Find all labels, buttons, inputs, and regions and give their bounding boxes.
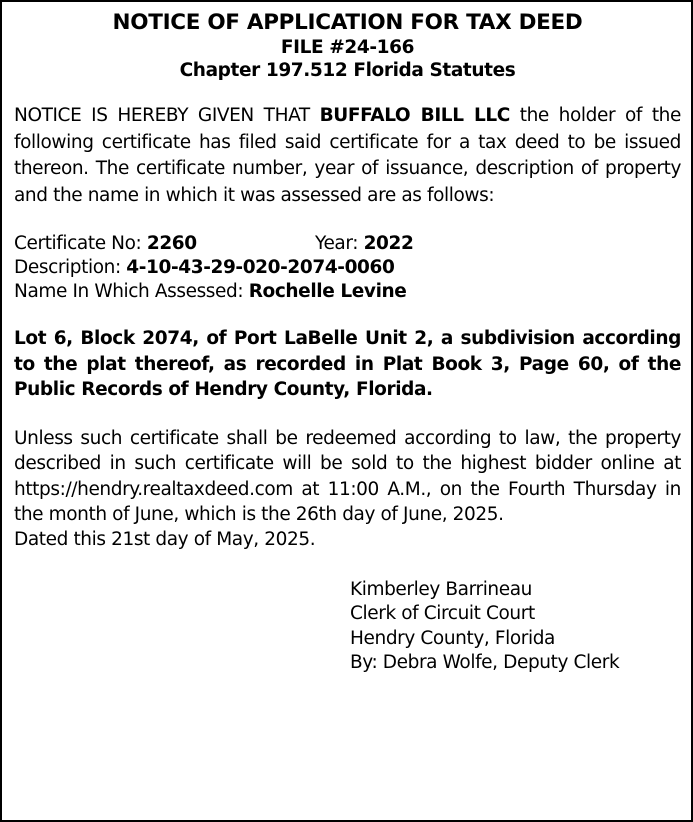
- legal-description: Lot 6, Block 2074, of Port LaBelle Unit 2, a subdivision according to the plat thereof, as recorded in Plat Book 3, Page 60, of the Public Records of Hendry County, Florida.: [14, 328, 681, 400]
- clerk-county: Hendry County, Florida: [350, 627, 555, 649]
- signature-block: [350, 578, 681, 676]
- certificate-holder: BUFFALO BILL LLC: [319, 105, 510, 126]
- clerk-title: Clerk of Circuit Court: [350, 603, 535, 624]
- certificate-row: [14, 232, 681, 256]
- certificate-number-label: Certificate No:: [14, 233, 147, 254]
- file-number: FILE #24-166: [280, 37, 415, 58]
- notice-title: NOTICE OF APPLICATION FOR TAX DEED: [112, 10, 583, 35]
- intro-paragraph: [14, 103, 681, 209]
- clerk-name: Kimberley Barrineau: [350, 578, 532, 600]
- certificate-number-group: [14, 232, 315, 256]
- parcel-description: 4-10-43-29-020-2074-0060: [126, 257, 395, 278]
- description-label: Description:: [14, 257, 127, 278]
- description-row: [14, 256, 681, 280]
- assessed-name: Rochelle Levine: [248, 281, 407, 302]
- sale-notice: Unless such certificate shall be redeemed according to law, the property described in such certificate will be sold to the highest bidder online at https://hendry.realtaxdeed.com at 11:00 A.M., on the Fourth Thursday in the month of June, which is the 26th day of June, 2025.: [14, 427, 681, 525]
- deputy-clerk: By: Debra Wolfe, Deputy Clerk: [350, 652, 620, 673]
- intro-body: the holder of the following certificate has filed said certificate for a tax deed to be issued thereon. The certificate number, year of issuance, description of property and the name in which it was assessed are as follows:: [14, 105, 681, 206]
- dated-line: Dated this 21st day of May, 2025.: [14, 528, 316, 550]
- certificate-number: 2260: [146, 233, 197, 254]
- intro-lead: NOTICE IS HEREBY GIVEN THAT: [14, 105, 320, 126]
- statute-chapter: Chapter 197.512 Florida Statutes: [179, 60, 516, 81]
- certificate-year-label: Year:: [315, 233, 364, 254]
- certificate-details: [14, 232, 681, 304]
- assessed-row: [14, 280, 681, 304]
- assessed-label: Name In Which Assessed:: [14, 281, 249, 302]
- certificate-year: 2022: [363, 233, 414, 254]
